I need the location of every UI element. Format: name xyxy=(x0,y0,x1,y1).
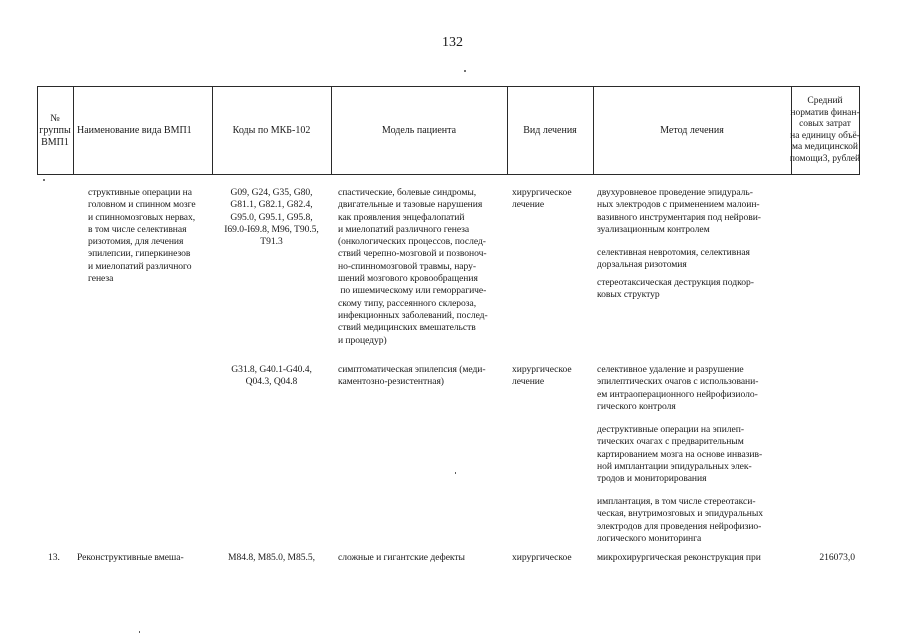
row3-group-number: 13. xyxy=(48,552,60,563)
row1-patient-model: спастические, болевые синдромы, двигательные и тазовые нарушения как проявления энцефалопатий и миелопатий различного генеза (онкологических процессов, послед- ствий черепно-мозговой и позвоноч- но-спинномозговой травмы, нару- шений мозгового кровообращения по ишемическому или геморрагиче- скому типу, рассеянного склероза, инфекционных заболеваний, послед- ствий медицинских вмешательств и процедур) xyxy=(338,187,488,346)
header-mkb-codes xyxy=(212,86,331,175)
row2-patient-model: симптоматическая эпилепсия (меди- каментозно-резистентная) xyxy=(338,364,486,388)
row1-mkb-codes: G09, G24, G35, G80, G81.1, G82.1, G82.4, G95.0, G95.1, G95.8, I69.0-I69.8, M96, T90.5, T91.3 xyxy=(224,187,319,248)
row2-method-2: деструктивные операции на эпилеп- тических очагах с предварительным картированием мозга на основе инвазив- ной имплантации эпидуральных элек- тродов и мониторирования xyxy=(597,424,763,485)
row2-method-3: имплантация, в том числе стереотакси- ческая, внутримозговых и эпидуральных электродов для проведения нейрофизио- логического мониторинга xyxy=(597,496,764,544)
header-avg-cost xyxy=(791,86,859,175)
header-patient-model xyxy=(331,86,507,175)
row3-avg-cost: 216073,0 xyxy=(819,552,855,563)
row2-treatment-type: хирургическое лечение xyxy=(512,364,572,388)
header-vmp-name xyxy=(73,86,212,175)
header-treatment-type xyxy=(507,86,593,175)
scan-speck xyxy=(139,631,140,633)
header-avg-cost-text: Средний норматив финан- совых затрат на единицу объё- ма медицинской помощи3, рублей xyxy=(789,96,861,164)
row3-mkb-codes: M84.8, M85.0, M85.5, xyxy=(228,552,315,563)
row3-vmp-name: Реконструктивные вмеша- xyxy=(77,552,184,563)
header-group-number-text: № группы ВМП1 xyxy=(39,112,71,148)
row2-mkb-codes: G31.8, G40.1-G40.4, Q04.3, Q04.8 xyxy=(231,364,312,388)
row3-patient-model: сложные и гигантские дефекты xyxy=(338,552,465,563)
scan-speck xyxy=(464,70,466,72)
row1-treatment-type: хирургическое лечение xyxy=(512,187,572,211)
row1-vmp-name: структивные операции на головном и спинном мозге и спинномозговых нервах, в том числе селективная ризотомия, для лечения эпилепсии, гиперкинезов и миелопатий различного генеза xyxy=(88,187,196,285)
row1-method-3: стереотаксическая деструкция подкор- ковых структур xyxy=(597,277,754,301)
row1-method-1: двухуровневое проведение эпидураль- ных электродов с применением малоин- вазивного инструментария под нейрови- зуализационным контролем xyxy=(597,187,761,235)
scan-speck xyxy=(455,472,456,474)
header-vmp-name-text: Наименование вида ВМП1 xyxy=(77,124,192,136)
header-patient-model-text: Модель пациента xyxy=(381,124,457,136)
page-number: 132 xyxy=(442,35,463,50)
row1-method-2: селективная невротомия, селективная дорзальная ризотомия xyxy=(597,247,750,271)
header-group-number xyxy=(37,86,73,175)
header-mkb-codes-text: Коды по МКБ-102 xyxy=(232,124,311,136)
scan-speck xyxy=(43,179,45,181)
row2-method-1: селективное удаление и разрушение эпилептических очагов с использовани- ем интраоперационного нейрофизиоло- гического контроля xyxy=(597,364,759,412)
row3-treatment-method: микрохирургическая реконструкция при xyxy=(597,552,761,563)
header-treatment-type-text: Вид лечения xyxy=(523,124,577,136)
header-treatment-method-text: Метод лечения xyxy=(660,124,724,136)
header-treatment-method xyxy=(593,86,791,175)
row3-treatment-type: хирургическое xyxy=(512,552,572,563)
